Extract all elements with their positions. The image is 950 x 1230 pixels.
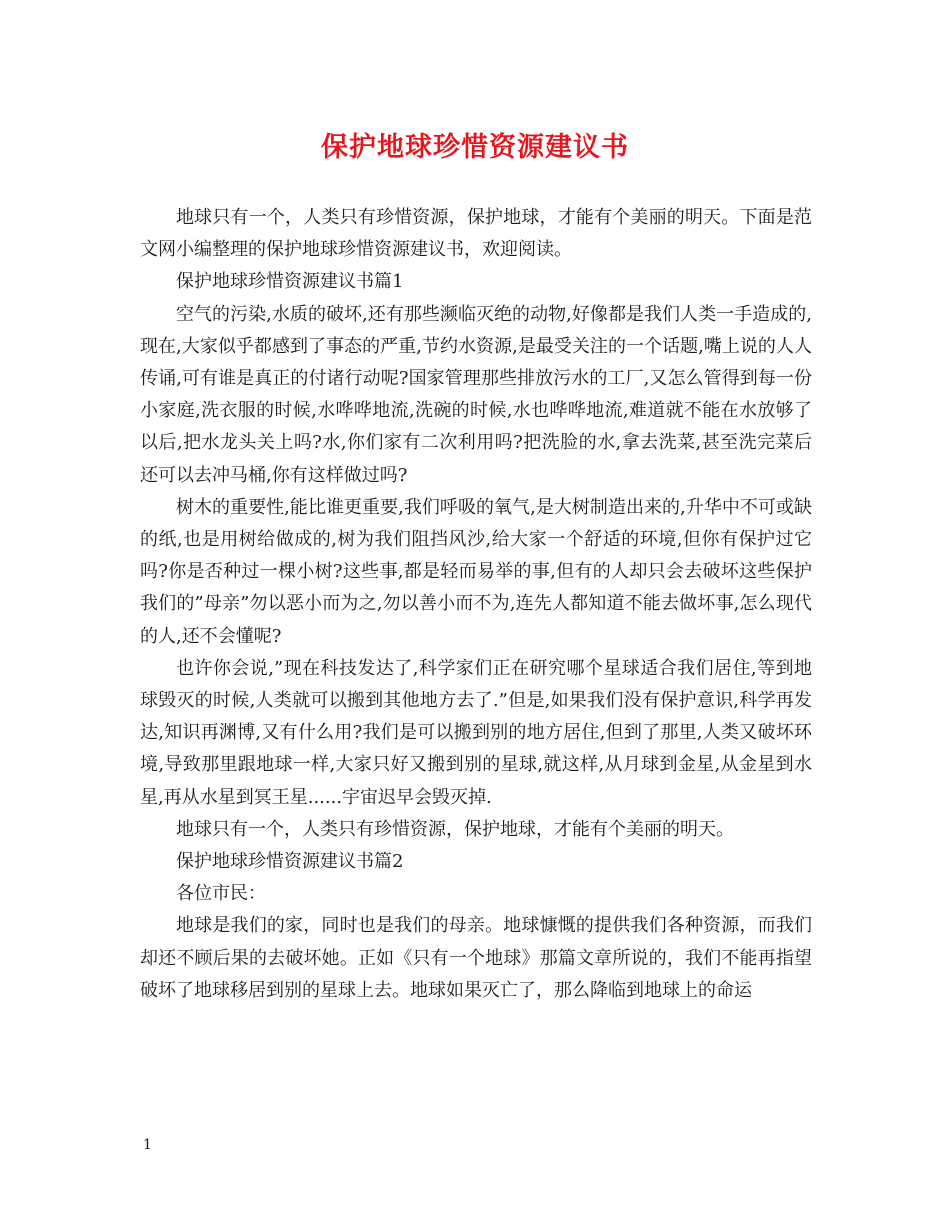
page-number: 1 bbox=[143, 1137, 152, 1153]
paragraph: 也许你会说,”现在科技发达了,科学家们正在研究哪个星球适合我们居住,等到地球毁灭的时候,人类就可以搬到其他地方去了.”但是,如果我们没有保护意识,科学再发达,知识再渊博,又有什么用?我们是可以搬到别的地方居住,但到了那里,人类又破坏环境,导致那里跟地球一样,大家只好又搬到别的星球,就这样,从月球到金星,从金星到水星,再从水星到冥王星......宇宙迟早会毁灭掉. bbox=[140, 657, 812, 808]
document-title: 保护地球珍惜资源建议书 bbox=[321, 132, 629, 163]
salutation: 各位市民： bbox=[176, 883, 266, 905]
section-heading-1: 保护地球珍惜资源建议书篇1 bbox=[176, 271, 404, 293]
paragraph: 地球只有一个，人类只有珍惜资源，保护地球，才能有个美丽的明天。 bbox=[176, 818, 734, 840]
section-heading-2: 保护地球珍惜资源建议书篇2 bbox=[176, 851, 404, 873]
paragraph-intro: 地球只有一个，人类只有珍惜资源，保护地球，才能有个美丽的明天。下面是范文网小编整理的保护地球珍惜资源建议书，欢迎阅读。 bbox=[140, 207, 812, 261]
paragraph: 空气的污染,水质的破坏,还有那些濒临灭绝的动物,好像都是我们人类一手造成的,现在,大家似乎都感到了事态的严重,节约水资源,是最受关注的一个话题,嘴上说的人人传诵,可有谁是真正的付诸行动呢?国家管理那些排放污水的工厂,又怎么管得到每一份小家庭,洗衣服的时候,水哗哗地流,洗碗的时候,水也哗哗地流,难道就不能在水放够了以后,把水龙头关上吗?水,你们家有二次利用吗?把洗脸的水,拿去洗菜,甚至洗完菜后还可以去冲马桶,你有这样做过吗? bbox=[140, 303, 812, 486]
document-body bbox=[140, 202, 812, 1007]
paragraph: 树木的重要性,能比谁更重要,我们呼吸的氧气,是大树制造出来的,升华中不可或缺的纸,也是用树给做成的,树为我们阻挡风沙,给大家一个舒适的环境,但你有保护过它吗?你是否种过一棵小树?这些事,都是轻而易举的事,但有的人却只会去破坏这些保护我们的”母亲”勿以恶小而为之,勿以善小而不为,连先人都知道不能去做坏事,怎么现代的人,还不会懂呢? bbox=[140, 496, 812, 647]
paragraph: 地球是我们的家，同时也是我们的母亲。地球慷慨的提供我们各种资源，而我们却还不顾后果的去破坏她。正如《只有一个地球》那篇文章所说的，我们不能再指望破坏了地球移居到别的星球上去。地球如果灭亡了，那么降临到地球上的命运 bbox=[140, 915, 812, 1001]
